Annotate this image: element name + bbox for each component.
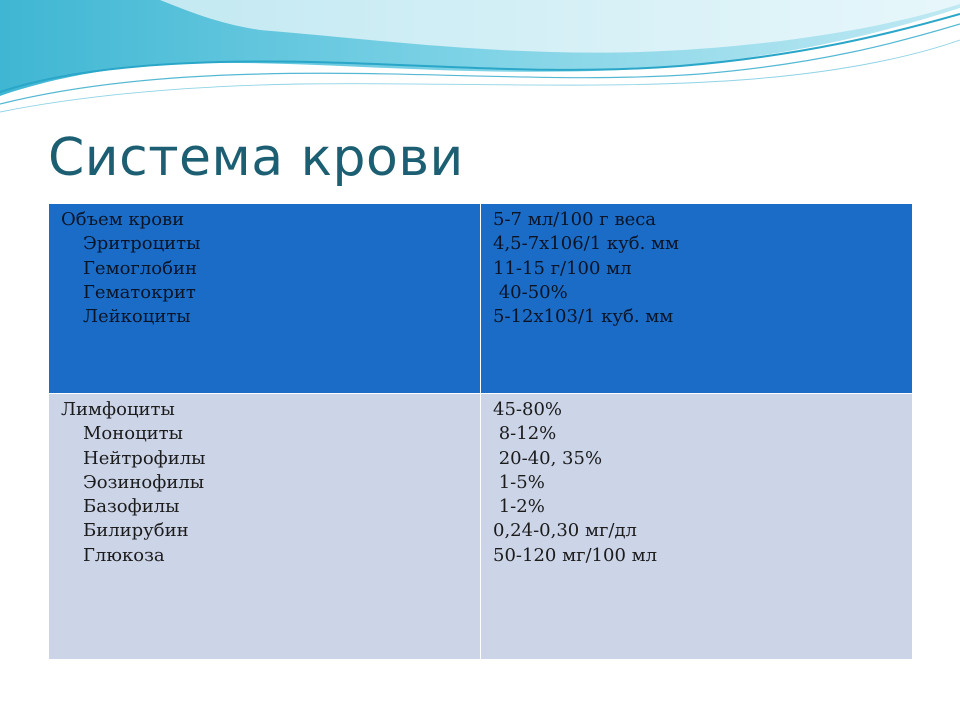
parameter-value: 45-80% <box>493 399 562 420</box>
parameter-name: Эритроциты <box>83 233 201 255</box>
parameter-value: 20-40, 35% <box>493 447 603 469</box>
parameter-name: Лимфоциты <box>61 399 175 420</box>
parameter-value: 8-12% <box>493 423 557 445</box>
parameter-name: Глюкоза <box>83 544 165 566</box>
parameter-name: Гематокрит <box>83 281 196 303</box>
parameter-value: 1-5% <box>493 471 545 493</box>
parameter-names-cell <box>49 204 481 394</box>
blood-parameters-table <box>48 203 913 660</box>
parameter-values-cell <box>481 394 913 660</box>
slide-title: Система крови <box>48 128 464 188</box>
parameter-name: Моноциты <box>83 423 183 445</box>
parameter-value: 50-120 мг/100 мл <box>493 544 658 566</box>
parameter-value: 4,5-7х106/1 куб. мм <box>493 233 680 255</box>
parameter-value: 5-7 мл/100 г веса <box>493 209 657 230</box>
parameter-name: Лейкоциты <box>83 306 191 328</box>
parameter-name: Эозинофилы <box>83 471 205 493</box>
parameter-names-cell <box>49 394 481 660</box>
parameter-name: Объем крови <box>61 209 185 230</box>
parameter-value: 5-12х103/1 куб. мм <box>493 306 674 328</box>
parameter-name: Нейтрофилы <box>83 447 206 469</box>
table-row <box>49 204 913 394</box>
parameter-name: Билирубин <box>83 520 189 542</box>
parameter-value: 40-50% <box>493 281 568 303</box>
parameter-value: 1-2% <box>493 496 545 518</box>
parameter-name: Базофилы <box>83 496 180 518</box>
parameter-values-cell <box>481 204 913 394</box>
parameter-value: 11-15 г/100 мл <box>493 257 632 279</box>
decorative-wave-banner <box>0 0 960 120</box>
parameter-value: 0,24-0,30 мг/дл <box>493 520 637 542</box>
parameter-name: Гемоглобин <box>83 257 197 279</box>
table-row <box>49 394 913 660</box>
